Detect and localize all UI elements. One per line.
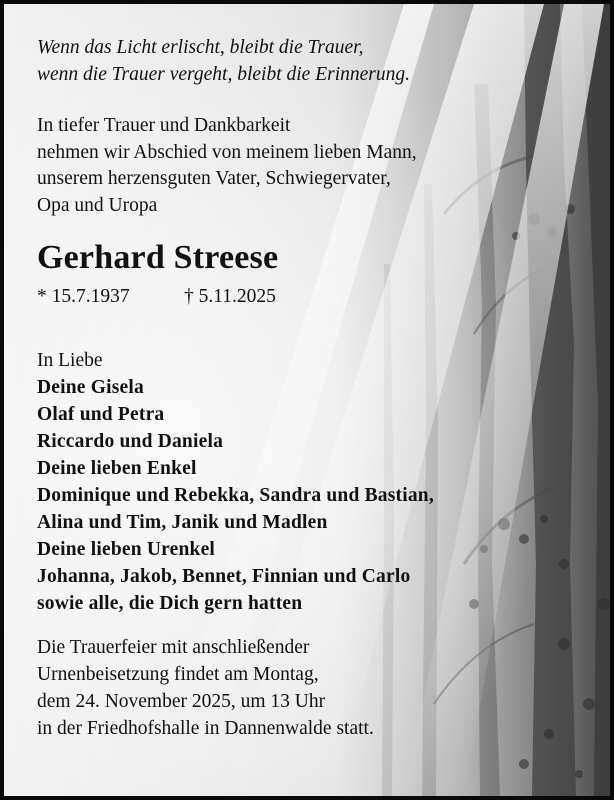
mourner-line: Riccardo und Daniela bbox=[37, 431, 224, 452]
intro-line: unserem herzensguten Vater, Schwiegervater, bbox=[37, 168, 391, 189]
mourner-line: Olaf und Petra bbox=[37, 404, 165, 425]
notice-content bbox=[37, 34, 577, 742]
life-dates bbox=[37, 284, 577, 310]
intro-line: nehmen wir Abschied von meinem lieben Mann, bbox=[37, 141, 417, 163]
intro-text bbox=[37, 113, 577, 219]
birth-date: * 15.7.1937 bbox=[37, 286, 130, 307]
mourner-line: Deine lieben Urenkel bbox=[37, 539, 216, 560]
memorial-motto bbox=[37, 34, 577, 88]
funeral-line: Die Trauerfeier mit anschließender bbox=[37, 637, 310, 658]
mourners-list bbox=[37, 347, 577, 617]
mourner-line: Dominique und Rebekka, Sandra und Bastian, bbox=[37, 485, 434, 506]
death-date: † 5.11.2025 bbox=[184, 286, 276, 307]
funeral-line: in der Friedhofshalle in Dannenwalde statt. bbox=[37, 718, 374, 739]
funeral-line: dem 24. November 2025, um 13 Uhr bbox=[37, 691, 326, 712]
intro-line: Opa und Uropa bbox=[37, 194, 158, 216]
mourner-line: Deine lieben Enkel bbox=[37, 458, 197, 479]
mourner-line: Johanna, Jakob, Bennet, Finnian und Carlo bbox=[37, 566, 411, 587]
intro-line: In tiefer Trauer und Dankbarkeit bbox=[37, 115, 291, 136]
mourner-line: Alina und Tim, Janik und Madlen bbox=[37, 512, 328, 533]
funeral-info bbox=[37, 634, 577, 742]
funeral-line: Urnenbeisetzung findet am Montag, bbox=[37, 664, 319, 685]
motto-line: Wenn das Licht erlischt, bleibt die Trauer, bbox=[37, 37, 364, 58]
mourner-line: Deine Gisela bbox=[37, 377, 144, 398]
mourner-line: sowie alle, die Dich gern hatten bbox=[37, 593, 303, 614]
deceased-name: Gerhard Streese bbox=[37, 239, 279, 276]
motto-line: wenn die Trauer vergeht, bleibt die Erinnerung. bbox=[37, 64, 410, 85]
in-love-line: In Liebe bbox=[37, 350, 103, 371]
